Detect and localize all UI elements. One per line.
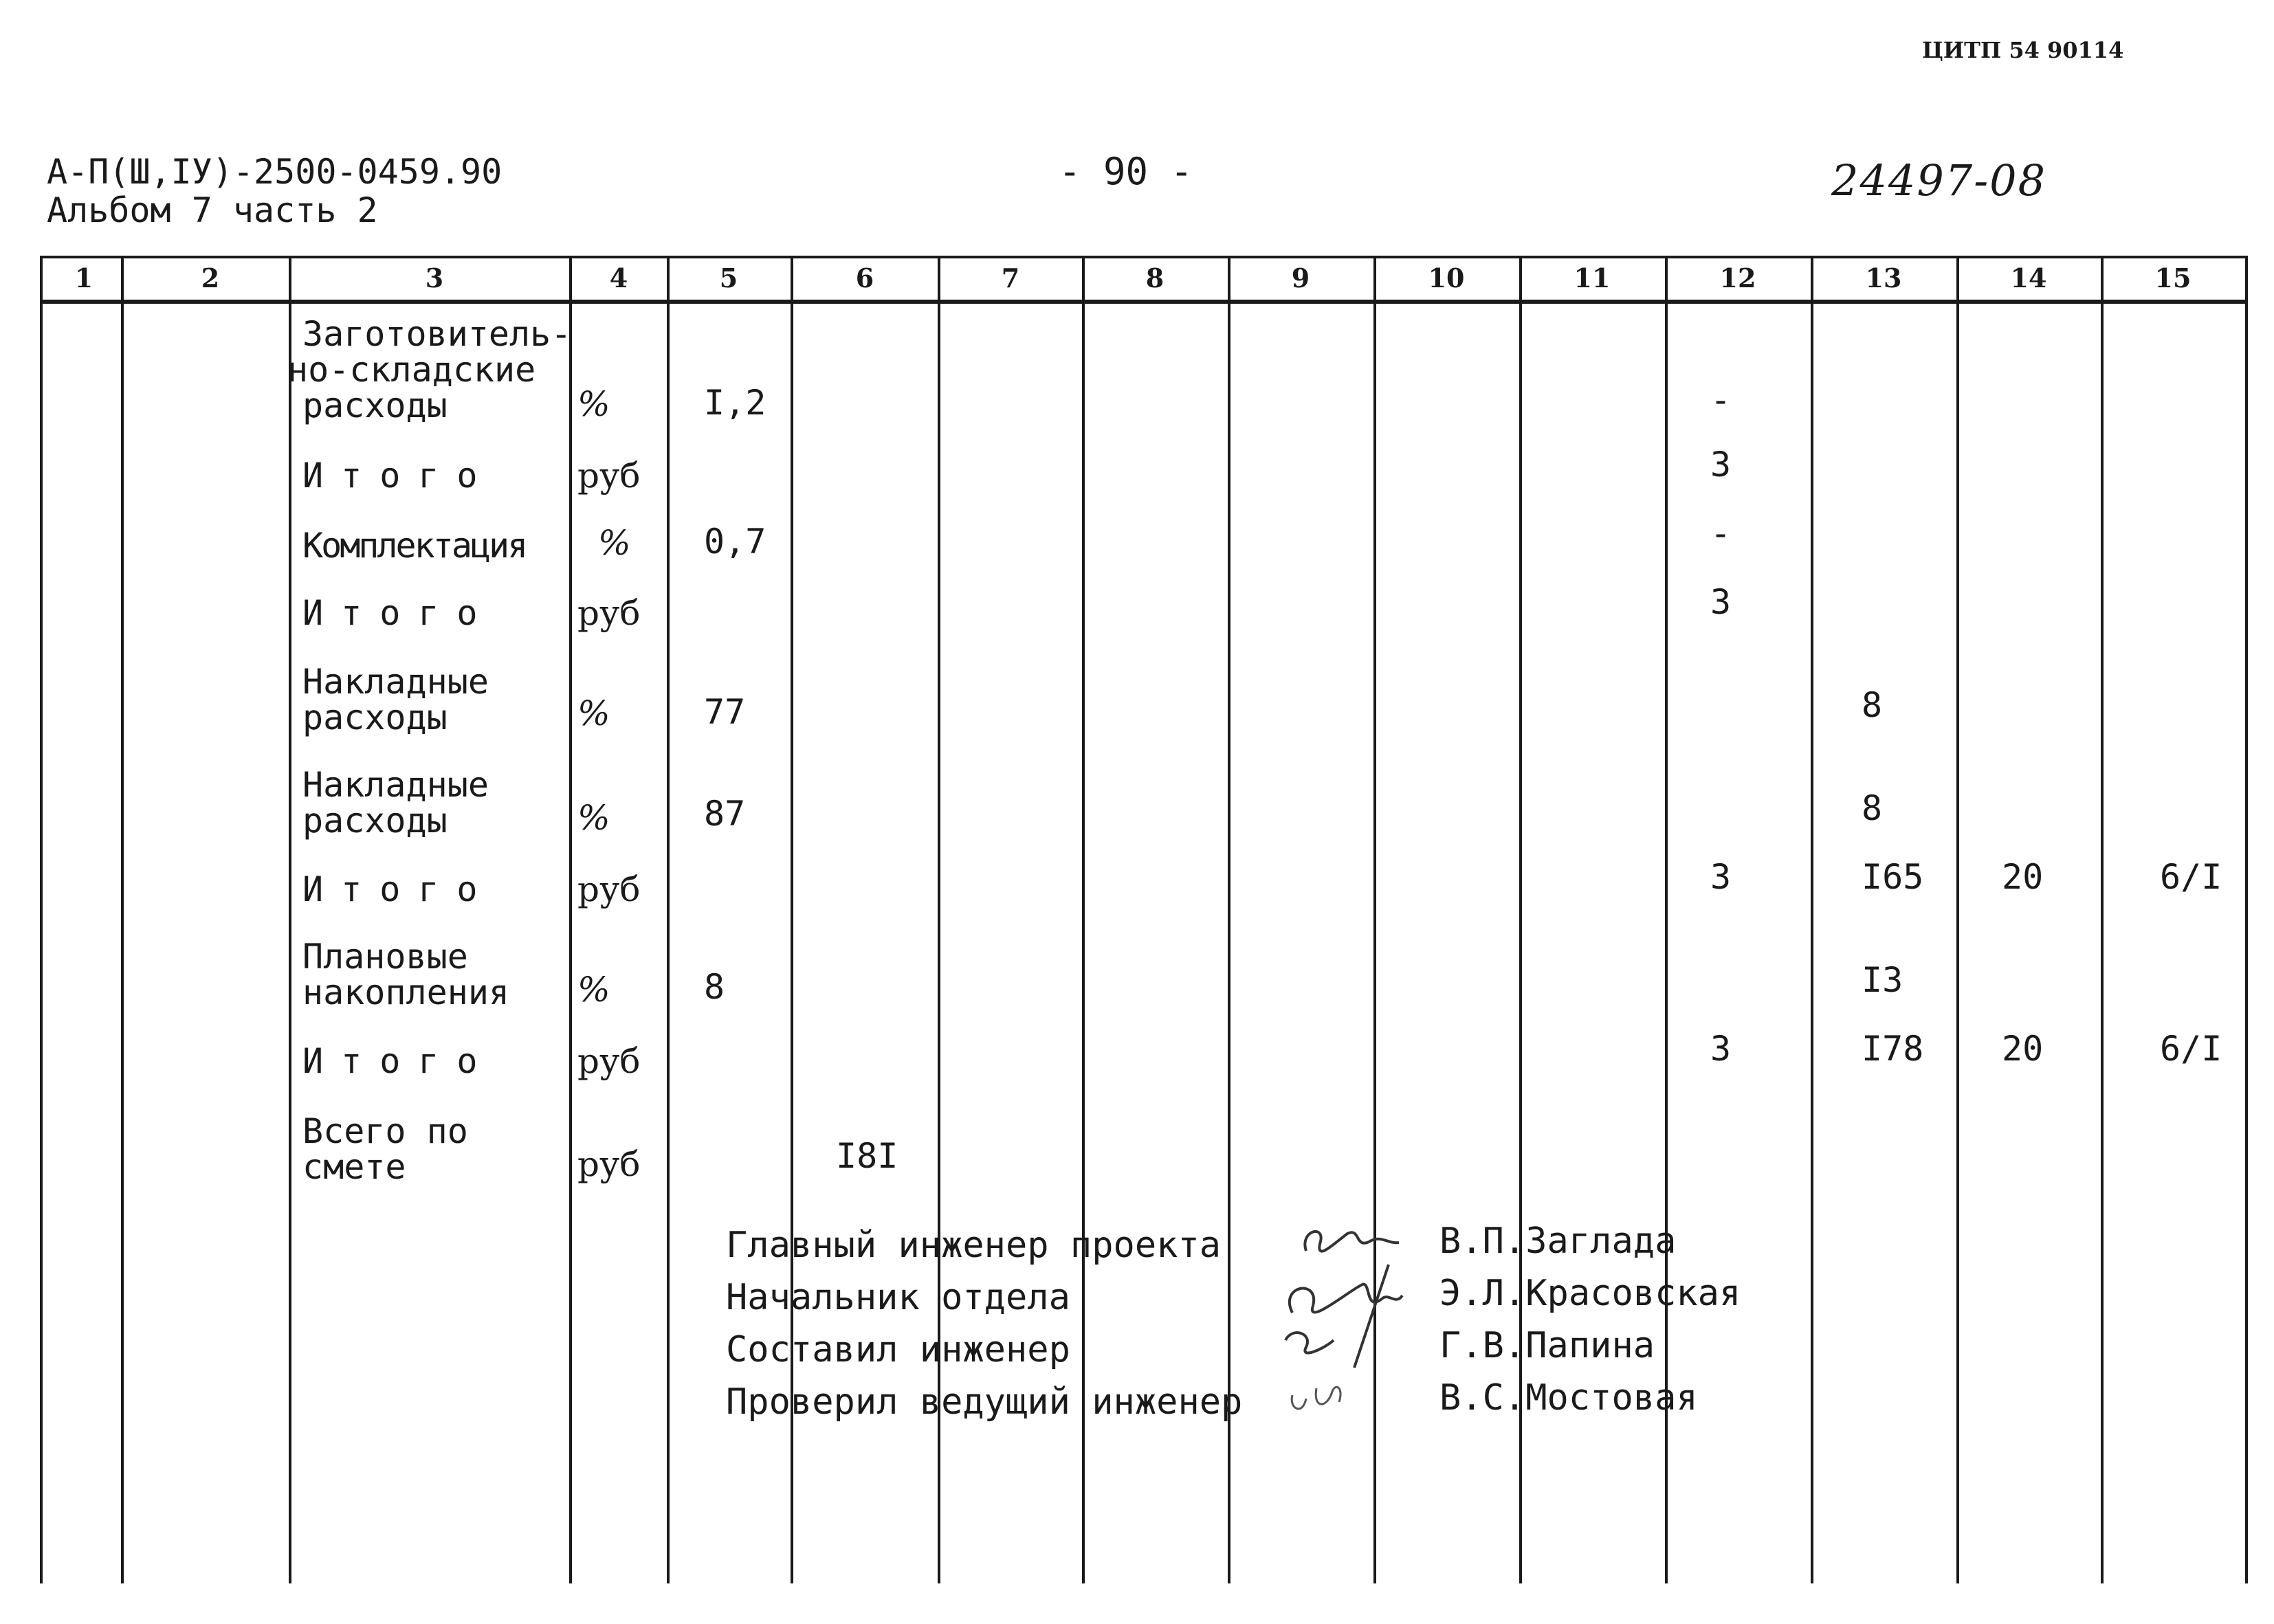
item-name-line: Всего по — [302, 1111, 468, 1151]
column-header: 3 — [425, 263, 444, 293]
value-cell: 8 — [1862, 685, 1883, 725]
rate-cell: 0,7 — [704, 522, 766, 561]
rate-cell: 87 — [704, 794, 746, 834]
item-name-line: расходы — [302, 698, 448, 737]
unit-cell: % — [598, 523, 631, 563]
item-name-line: Накладные — [302, 662, 489, 702]
value-cell: I3 — [1862, 960, 1903, 1000]
signature-role: Составил инженер — [726, 1329, 1070, 1370]
item-name-line: расходы — [302, 801, 448, 841]
item-name: Итого — [302, 869, 496, 909]
table-row-item — [302, 939, 509, 1010]
column-header: 12 — [1719, 263, 1756, 293]
column-divider — [1811, 256, 1813, 1583]
item-name-line: Плановые — [302, 937, 468, 977]
item-name-line: смете — [302, 1147, 406, 1187]
table-top-border — [40, 256, 2248, 258]
signature-role: Начальник отдела — [726, 1277, 1070, 1318]
unit-cell: % — [577, 798, 610, 838]
signature-mark — [1305, 1232, 1399, 1252]
column-header: 14 — [2010, 263, 2047, 293]
rate-cell: I,2 — [704, 383, 766, 423]
value-cell: I78 — [1862, 1029, 1924, 1069]
column-divider — [569, 256, 572, 1583]
unit-cell: % — [577, 970, 610, 1010]
signature-name: Э.Л.Красовская — [1439, 1273, 1741, 1314]
handwritten-number: 24497-08 — [1831, 155, 2047, 205]
column-header: 2 — [201, 263, 220, 293]
value-cell: 6/I — [2160, 857, 2222, 897]
rate-cell: 8 — [704, 967, 725, 1007]
signature-role: Главный инженер проекта — [726, 1225, 1222, 1266]
handwritten-signatures — [1251, 1203, 1437, 1423]
column-divider — [667, 256, 670, 1583]
column-divider — [289, 256, 291, 1583]
value-cell: 3 — [1710, 445, 1732, 485]
document-id-line2: Альбом 7 часть 2 — [47, 190, 378, 230]
column-header: 6 — [855, 263, 874, 293]
signature-mark — [1285, 1333, 1334, 1353]
value-cell: - — [1710, 380, 1732, 420]
unit-cell: % — [577, 693, 610, 733]
value-cell: - — [1710, 513, 1732, 553]
column-header: 1 — [74, 263, 93, 293]
column-header: 10 — [1428, 263, 1465, 293]
table-row-item — [287, 314, 572, 425]
column-divider — [1956, 256, 1959, 1583]
table-row-item — [302, 664, 489, 735]
unit-cell: руб — [577, 1041, 641, 1081]
column-header: 7 — [1001, 263, 1020, 293]
unit-cell: руб — [577, 456, 641, 496]
unit-cell: % — [577, 384, 610, 424]
column-header: 9 — [1291, 263, 1310, 293]
document-id-line1: А-П(Ш,IУ)-2500-0459.90 — [47, 152, 503, 192]
value-cell: 6/I — [2160, 1029, 2222, 1069]
value-cell: 20 — [2002, 1029, 2044, 1069]
document-code: ЦИТП 54 90114 — [1922, 37, 2124, 63]
column-header: 13 — [1865, 263, 1902, 293]
column-divider — [40, 256, 43, 1583]
value-cell: I65 — [1862, 857, 1924, 897]
item-name-line: накопления — [302, 972, 510, 1012]
column-divider — [121, 256, 124, 1583]
page-number: - 90 - — [1059, 150, 1193, 193]
column-divider — [2101, 256, 2104, 1583]
column-header: 4 — [609, 263, 628, 293]
unit-cell: руб — [577, 593, 641, 633]
item-name: Итого — [302, 456, 496, 496]
column-divider — [2245, 256, 2248, 1583]
value-cell: 8 — [1862, 788, 1883, 828]
signature-name: В.С.Мостовая — [1439, 1377, 1698, 1419]
item-name: Комплектация — [302, 526, 527, 566]
item-name: Итого — [302, 593, 496, 633]
rate-cell: 77 — [704, 692, 746, 732]
table-row-item — [302, 1113, 468, 1185]
column-header: 8 — [1145, 263, 1164, 293]
unit-cell: руб — [577, 1144, 641, 1184]
value-cell: 3 — [1710, 857, 1732, 897]
signature-name: В.П.Заглада — [1439, 1221, 1677, 1262]
unit-cell: руб — [577, 869, 641, 909]
column-header: 11 — [1574, 263, 1611, 293]
table-row-item — [302, 765, 489, 841]
item-name: Итого — [302, 1041, 496, 1081]
table-header-border — [40, 300, 2248, 304]
item-name-line: Накладные — [302, 765, 489, 805]
signature-mark — [1292, 1387, 1340, 1409]
value-cell: 3 — [1710, 1029, 1732, 1069]
value-cell: 20 — [2002, 857, 2044, 897]
item-name-line: расходы — [302, 386, 448, 425]
signature-role: Проверил ведущий инженер — [726, 1381, 1243, 1423]
column-header: 5 — [719, 263, 738, 293]
column-header: 15 — [2154, 263, 2192, 293]
value-cell: 3 — [1710, 582, 1732, 622]
signature-name: Г.В.Папина — [1439, 1325, 1655, 1366]
item-name-line: Заготовитель- — [302, 314, 572, 354]
total-cell: I8I — [836, 1136, 898, 1176]
document-id — [47, 153, 502, 230]
item-name-line: но-складские — [287, 350, 536, 390]
